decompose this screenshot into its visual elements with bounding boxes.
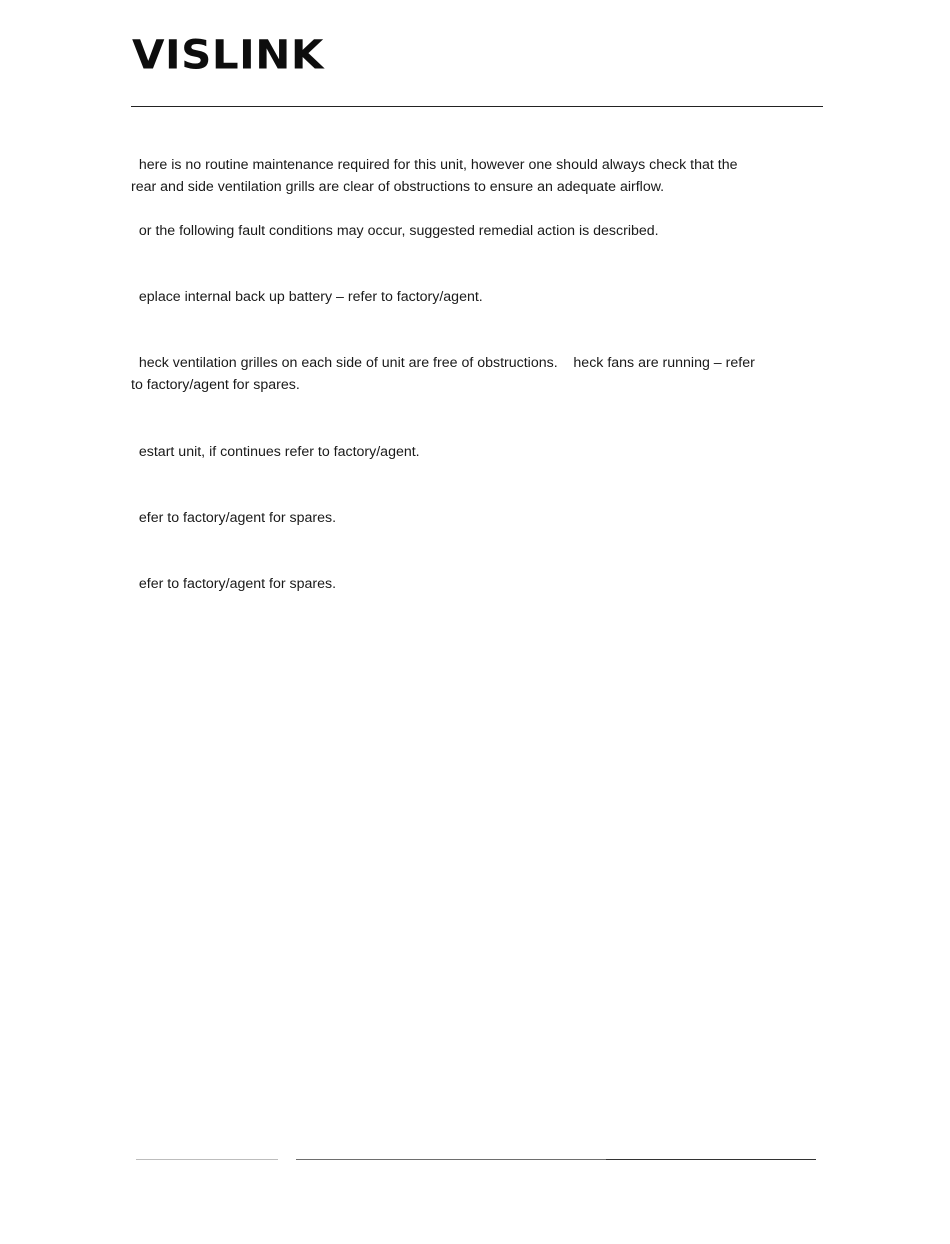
ventilation-remedy-paragraph (131, 352, 821, 396)
text-line: or the following fault conditions may occur, suggested remedial action is described. (131, 223, 659, 239)
restart-remedy-paragraph (131, 441, 821, 463)
footer-divider (136, 1159, 278, 1160)
text-line: efer to factory/agent for spares. (131, 576, 337, 592)
maintenance-paragraph (131, 154, 821, 198)
fault-intro-paragraph (131, 220, 821, 242)
text-line: rear and side ventilation grills are clear of obstructions to ensure an adequate airflow. (131, 179, 665, 195)
text-line: heck ventilation grilles on each side of unit are free of obstructions. heck fans are running – refer (131, 355, 755, 371)
battery-remedy-paragraph (131, 286, 821, 308)
text-line: efer to factory/agent for spares. (131, 510, 337, 526)
text-line: here is no routine maintenance required for this unit, however one should always check that the (131, 157, 738, 173)
text-line: estart unit, if continues refer to factory/agent. (131, 444, 420, 460)
spares-remedy-paragraph (131, 507, 821, 529)
header-divider (131, 106, 823, 107)
vislink-logo: VISLINK (132, 30, 324, 78)
text-line: eplace internal back up battery – refer to factory/agent. (131, 289, 483, 305)
footer-divider (606, 1159, 816, 1160)
spares-remedy-paragraph (131, 573, 821, 595)
footer-divider (296, 1159, 608, 1160)
text-line: to factory/agent for spares. (131, 377, 300, 393)
